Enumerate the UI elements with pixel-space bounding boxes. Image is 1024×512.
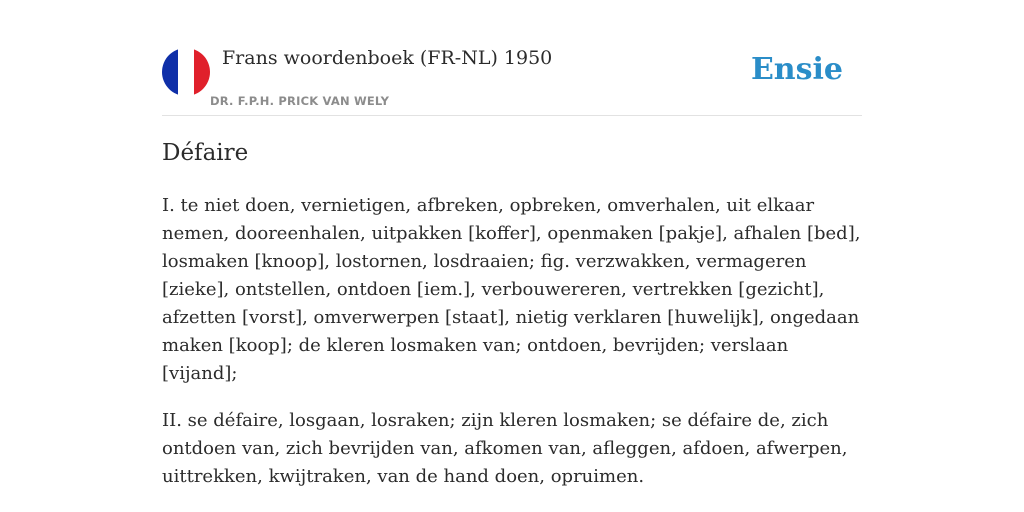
dictionary-title[interactable]: Frans woordenboek (FR-NL) 1950 bbox=[222, 47, 553, 69]
flag-stripe-white bbox=[178, 48, 194, 96]
entry-definitions bbox=[162, 192, 862, 510]
flag-stripe-blue bbox=[162, 48, 178, 96]
entry-title: Défaire bbox=[162, 140, 249, 166]
dictionary-header bbox=[162, 38, 862, 116]
definition-paragraph: I. te niet doen, vernietigen, afbreken, opbreken, omverhalen, uit elkaar nemen, dooreenhalen, uitpakken [koffer], openmaken [pakje], afhalen [bed], losmaken [knoop], lostornen, losdraaien; fig. verzwakken, vermageren [zieke], ontstellen, ontdoen [iem.], verbouwereren, vertrekken [gezicht], afzetten [vorst], omverwerpen [staat], nietig verklaren [huwelijk], ongedaan maken [koop]; de kleren losmaken van; ontdoen, bevrijden; verslaan [vijand]; bbox=[162, 195, 861, 384]
brand-logo[interactable]: Ensie bbox=[750, 52, 843, 87]
france-flag-icon bbox=[162, 48, 210, 96]
definition-paragraph: II. se défaire, losgaan, losraken; zijn kleren losmaken; se défaire de, zich ontdoen van, zich bevrijden van, afkomen van, afleggen, afdoen, afwerpen, uittrekken, kwijtraken, van de hand doen, opruimen. bbox=[162, 410, 848, 487]
dictionary-author: DR. F.P.H. PRICK VAN WELY bbox=[210, 94, 390, 108]
flag-stripe-red bbox=[194, 48, 210, 96]
